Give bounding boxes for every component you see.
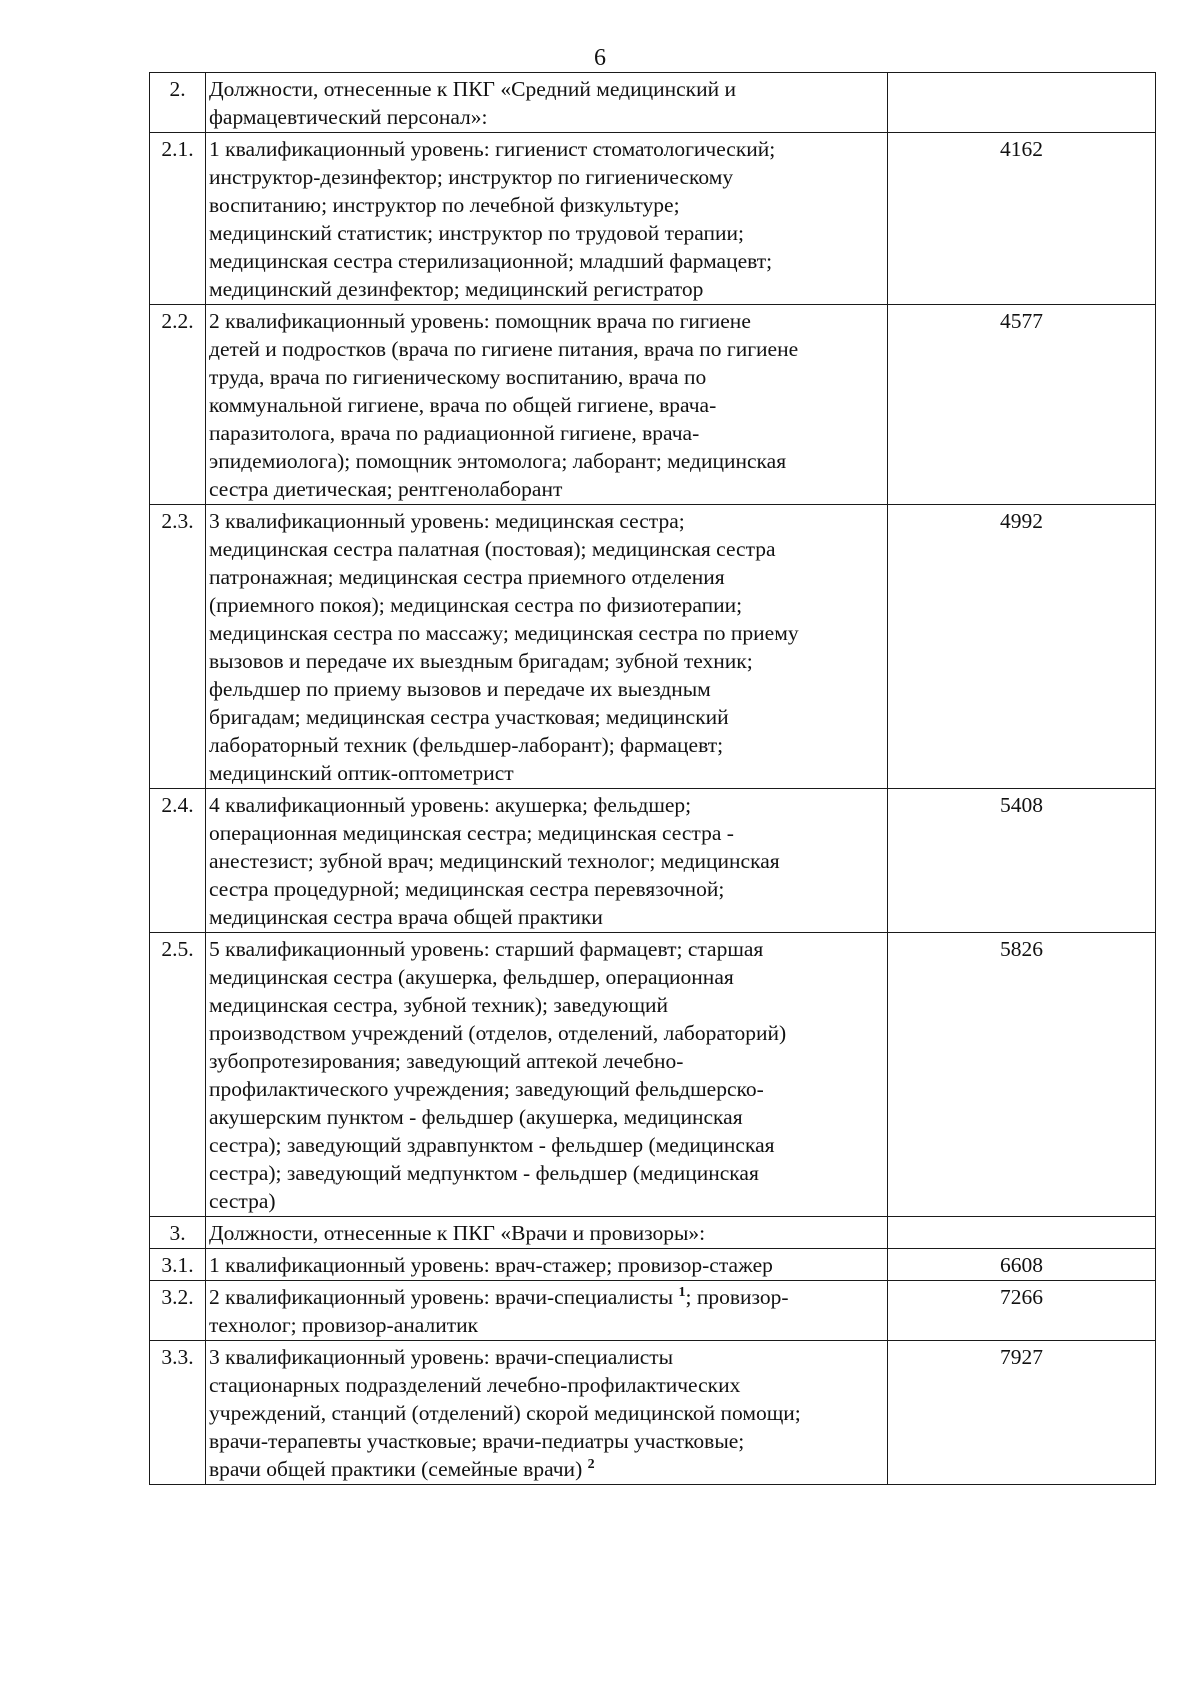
row-number: 2.5. — [150, 933, 206, 1217]
row-number: 2.3. — [150, 505, 206, 789]
salary-value: 4162 — [888, 133, 1156, 305]
salary-value — [888, 1217, 1156, 1249]
page-number: 6 — [594, 45, 606, 71]
salary-value: 4577 — [888, 305, 1156, 505]
table-row — [150, 505, 1156, 789]
row-number: 3. — [150, 1217, 206, 1249]
table-row — [150, 1217, 1156, 1249]
position-description: 4 квалификационный уровень: акушерка; фельдшер; операционная медицинская сестра; медицинская сестра - анестезист; зубной врач; медицинский технолог; медицинская сестра процедурной; медицинская сестра перевязочной; медицинская сестра врача общей практики — [206, 789, 888, 933]
table-row — [150, 1281, 1156, 1341]
position-description — [206, 1281, 888, 1341]
salary-value: 5408 — [888, 789, 1156, 933]
salary-value: 7927 — [888, 1341, 1156, 1485]
position-description: 1 квалификационный уровень: врач-стажер; провизор-стажер — [206, 1249, 888, 1281]
position-description: 1 квалификационный уровень: гигиенист стоматологический; инструктор-дезинфектор; инструктор по гигиеническому воспитанию; инструктор по лечебной физкультуре; медицинский статистик; инструктор по трудовой терапии; медицинская сестра стерилизационной; младший фармацевт; медицинский дезинфектор; медицинский регистратор — [206, 133, 888, 305]
salary-value: 7266 — [888, 1281, 1156, 1341]
row-number: 2.4. — [150, 789, 206, 933]
description-text: 2 квалификационный уровень: врачи-специалисты — [209, 1285, 674, 1309]
salary-value: 6608 — [888, 1249, 1156, 1281]
position-description — [206, 1341, 888, 1485]
position-description: 2 квалификационный уровень: помощник врача по гигиене детей и подростков (врача по гигиене питания, врача по гигиене труда, врача по гигиеническому воспитанию, врача по коммунальной гигиене, врача по общей гигиене, врача- паразитолога, врача по радиационной гигиене, врача- эпидемиолога); помощник энтомолога; лаборант; медицинская сестра диетическая; рентгенолаборант — [206, 305, 888, 505]
row-number: 2. — [150, 73, 206, 133]
position-description: Должности, отнесенные к ПКГ «Врачи и провизоры»: — [206, 1217, 888, 1249]
table-row — [150, 1341, 1156, 1485]
position-description: Должности, отнесенные к ПКГ «Средний медицинский и фармацевтический персонал»: — [206, 73, 888, 133]
row-number: 2.2. — [150, 305, 206, 505]
footnote-marker: 1 — [678, 1285, 686, 1300]
row-number: 3.1. — [150, 1249, 206, 1281]
salary-value: 4992 — [888, 505, 1156, 789]
table-row — [150, 789, 1156, 933]
footnote-marker: 2 — [587, 1457, 595, 1472]
table-row — [150, 305, 1156, 505]
salary-value: 5826 — [888, 933, 1156, 1217]
row-number: 3.2. — [150, 1281, 206, 1341]
table-row — [150, 933, 1156, 1217]
description-text: 3 квалификационный уровень: врачи-специалисты стационарных подразделений лечебно-профилактических учреждений, станций (отделений) скорой медицинской помощи; врачи-терапевты участковые; врачи-педиатры участковые; врачи общей практики (семейные врачи) — [209, 1345, 801, 1481]
position-description: 5 квалификационный уровень: старший фармацевт; старшая медицинская сестра (акушерка, фельдшер, операционная медицинская сестра, зубной техник); заведующий производством учреждений (отделов, отделений, лабораторий) зубопротезирования; заведующий аптекой лечебно- профилактического учреждения; заведующий фельдшерско- акушерским пунктом - фельдшер (акушерка, медицинская сестра); заведующий здравпунктом - фельдшер (медицинская сестра); заведующий медпунктом - фельдшер (медицинская сестра) — [206, 933, 888, 1217]
position-description: 3 квалификационный уровень: медицинская сестра; медицинская сестра палатная (постовая); медицинская сестра патронажная; медицинская сестра приемного отделения (приемного покоя); медицинская сестра по физиотерапии; медицинская сестра по массажу; медицинская сестра по приему вызовов и передаче их выездным бригадам; зубной техник; фельдшер по приему вызовов и передаче их выездным бригадам; медицинская сестра участковая; медицинский лабораторный техник (фельдшер-лаборант); фармацевт; медицинский оптик-оптометрист — [206, 505, 888, 789]
table-row — [150, 1249, 1156, 1281]
row-number: 3.3. — [150, 1341, 206, 1485]
description-text-continued: ; провизор- технолог; провизор-аналитик — [209, 1285, 789, 1337]
table-row — [150, 133, 1156, 305]
table-row — [150, 73, 1156, 133]
salary-value — [888, 73, 1156, 133]
row-number: 2.1. — [150, 133, 206, 305]
salary-table — [149, 72, 1156, 1485]
